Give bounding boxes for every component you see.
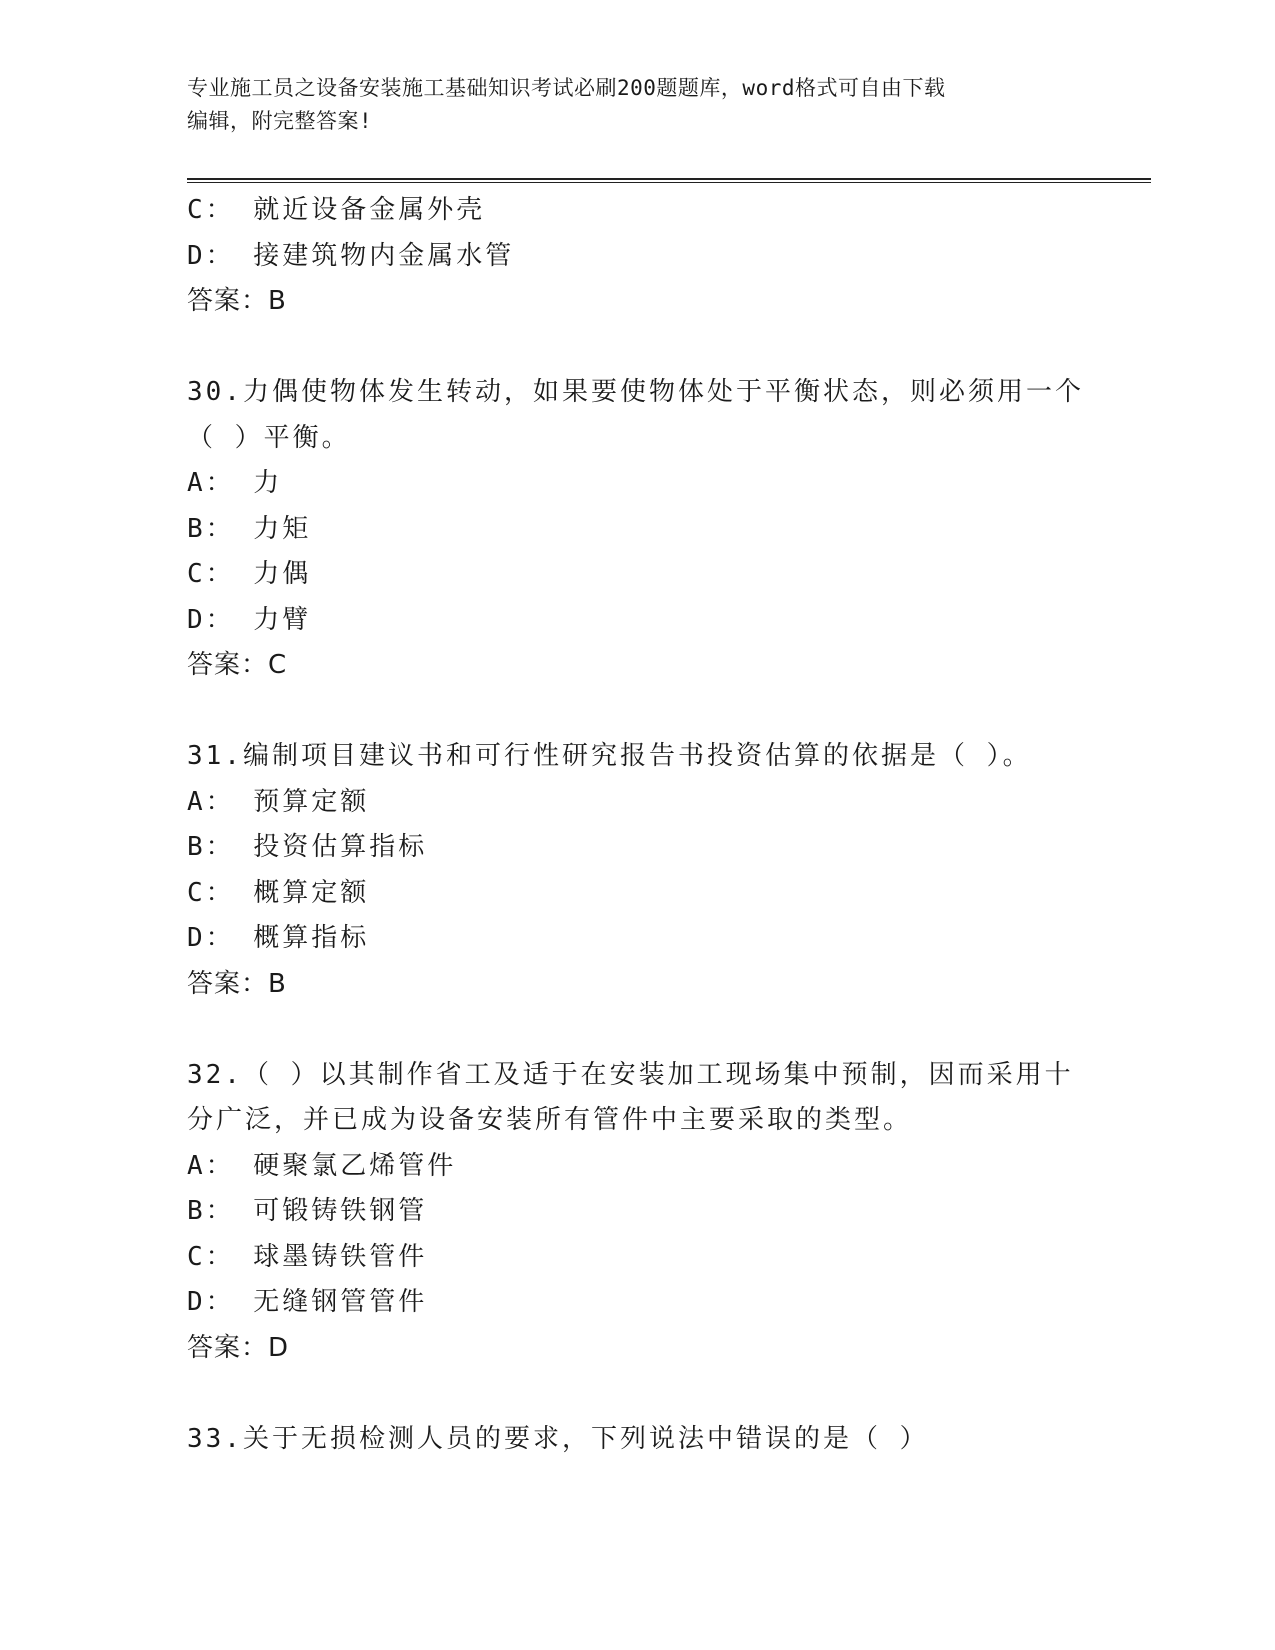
question-33 xyxy=(187,1417,1087,1463)
option-a: A： 预算定额 xyxy=(187,786,370,817)
option-d: D： 接建筑物内金属水管 xyxy=(187,240,515,271)
question-text: 分广泛，并已成为设备安装所有管件中主要采取的类型。 xyxy=(187,1105,913,1135)
option-b: B： 投资估算指标 xyxy=(187,832,428,862)
option-d: D： 力臂 xyxy=(187,604,312,635)
option-c: C： 概算定额 xyxy=(187,877,370,908)
header-rule-thick xyxy=(187,178,1151,180)
document-header xyxy=(187,72,1087,138)
question-text: 33.关于无损检测人员的要求，下列说法中错误的是（ ） xyxy=(187,1423,929,1454)
question-30 xyxy=(187,370,1087,689)
option-b: B： 可锻铸铁钢管 xyxy=(187,1196,428,1226)
answer-line: 答案：D xyxy=(187,1332,290,1363)
question-text: 31.编制项目建议书和可行性研究报告书投资估算的依据是（ ）。 xyxy=(187,741,1032,771)
option-b: B： 力矩 xyxy=(187,513,312,544)
header-line-2: 编辑，附完整答案! xyxy=(187,109,373,133)
question-32 xyxy=(187,1053,1087,1372)
option-c: C： 就近设备金属外壳 xyxy=(187,195,486,225)
option-a: A： 硬聚氯乙烯管件 xyxy=(187,1150,457,1181)
question-list xyxy=(187,188,1087,1462)
option-c: C： 力偶 xyxy=(187,559,312,589)
option-a: A： 力 xyxy=(187,468,283,498)
header-line-1: 专业施工员之设备安装施工基础知识考试必刷200题题库，word格式可自由下载 xyxy=(187,76,946,100)
question-text: 30.力偶使物体发生转动，如果要使物体处于平衡状态，则必须用一个 xyxy=(187,377,1084,407)
question-text: 32.（ ）以其制作省工及适于在安装加工现场集中预制，因而采用十 xyxy=(187,1059,1074,1090)
question-31 xyxy=(187,734,1087,1007)
answer-line: 答案：B xyxy=(187,286,287,316)
option-c: C： 球墨铸铁管件 xyxy=(187,1241,428,1272)
question-text: （ ）平衡。 xyxy=(187,422,351,453)
option-d: D： 概算指标 xyxy=(187,923,370,953)
header-rule-thin xyxy=(187,182,1151,183)
question-29-continued xyxy=(187,188,1087,325)
option-d: D： 无缝钢管管件 xyxy=(187,1287,428,1317)
answer-line: 答案：C xyxy=(187,650,288,680)
answer-line: 答案：B xyxy=(187,968,287,999)
